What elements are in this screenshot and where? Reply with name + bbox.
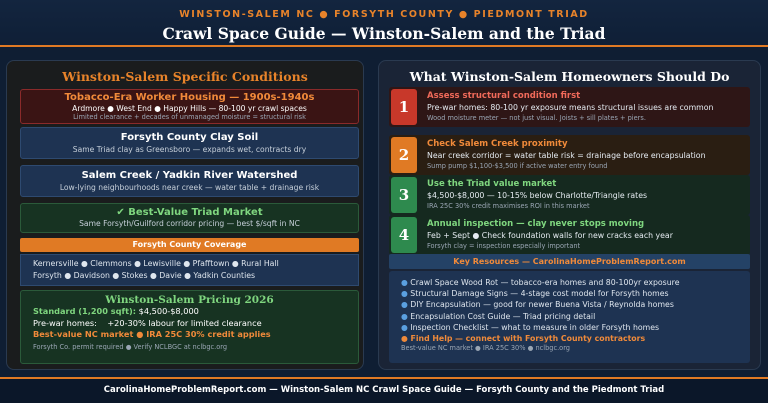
coverage-line-1: Kernersville ● Clemmons ● Lewisville ● Pfafftown ● Rural Hall (33, 259, 279, 268)
step-title: Annual inspection — clay never stops moving (427, 219, 645, 229)
clay-title: Forsyth County Clay Soil (120, 132, 259, 143)
step-description: Feb + Sept ● Check foundation walls for new cracks each year (427, 231, 673, 240)
step-note: Wood moisture meter — not just visual. Joists + sill plates + piers. (427, 114, 646, 122)
pricing-note: Forsyth Co. permit required ● Verify NCLBGC at nclbgc.org (33, 342, 228, 351)
tobacco-line: Ardmore ● West End ● Happy Hills — 80-100 yr crawl spaces (72, 104, 307, 113)
pricing-standard-row (33, 306, 358, 318)
bullet-icon: ● (401, 300, 408, 310)
step-note: Forsyth clay = inspection especially important (427, 242, 581, 250)
best-value-box (20, 203, 359, 233)
creek-line: Low-lying neighbourhoods near creek — water table + drainage risk (59, 183, 320, 192)
footer: CarolinaHomeProblemReport.com — Winston-Salem NC Crawl Space Guide — Forsyth County and the Piedmont Triad (0, 377, 768, 403)
resource-link[interactable]: ● Inspection Checklist — what to measure in older Forsyth homes (401, 322, 660, 332)
pricing-standard-label: Standard (1,200 sqft): (33, 306, 137, 316)
resource-link[interactable]: ● Crawl Space Wood Rot — tobacco-era homes and 80-100yr exposure (401, 278, 680, 287)
step-3 (389, 175, 750, 215)
bullet-icon: ● (401, 334, 408, 344)
resource-link[interactable]: ● DIY Encapsulation — good for newer Buena Vista / Reynolda homes (401, 300, 674, 310)
header (0, 0, 768, 47)
conditions-panel (6, 60, 364, 370)
step-4 (389, 215, 750, 255)
creek-watershed-box (20, 165, 359, 197)
step-description: Pre-war homes: 80-100 yr exposure means structural issues are common (427, 103, 714, 112)
bullet-icon: ● (401, 322, 408, 332)
clay-soil-box (20, 127, 359, 159)
step-note: IRA 25C 30% credit maximises ROI in this market (427, 202, 590, 210)
step-2 (389, 135, 750, 175)
conditions-title: Winston-Salem Specific Conditions (62, 69, 308, 84)
pricing-prewar-value: +20-30% labour for limited clearance (107, 317, 262, 328)
step-1 (389, 87, 750, 127)
step-title: Check Salem Creek proximity (427, 139, 568, 149)
coverage-line-2: Forsyth ● Davidson ● Stokes ● Davie ● Yadkin Counties (33, 271, 256, 280)
step-note: Sump pump $1,100-$3,500 if active water entry found (427, 162, 608, 170)
pricing-title: Winston-Salem Pricing 2026 (105, 294, 274, 306)
step-number: 2 (391, 137, 417, 173)
tobacco-note: Limited clearance + decades of unmanaged moisture = structural risk (73, 113, 306, 121)
actions-panel (378, 60, 761, 370)
coverage-box (20, 254, 359, 286)
tobacco-era-box (20, 89, 359, 124)
bullet-icon: ● (401, 311, 408, 321)
step-number: 4 (391, 217, 417, 253)
step-title: Assess structural condition first (427, 91, 581, 101)
coverage-title: Forsyth County Coverage (20, 238, 359, 252)
resources-box (389, 271, 750, 363)
resource-link[interactable]: ● Structural Damage Signs — 4-stage cost model for Forsyth homes (401, 289, 669, 299)
resources-title: Key Resources — CarolinaHomeProblemReport.com (389, 254, 750, 269)
tobacco-title: Tobacco-Era Worker Housing — 1900s-1940s (64, 92, 315, 103)
step-number: 1 (391, 89, 417, 125)
pricing-prewar-row (33, 318, 358, 330)
clay-line: Same Triad clay as Greensboro — expands wet, contracts dry (72, 145, 307, 154)
pricing-standard-value: $4,500-$8,000 (138, 306, 199, 316)
page-title: Crawl Space Guide — Winston-Salem and the Triad (162, 24, 606, 43)
step-title: Use the Triad value market (427, 179, 557, 189)
bullet-icon: ● (401, 289, 408, 299)
value-line: Same Forsyth/Guilford corridor pricing — best $/sqft in NC (79, 219, 300, 228)
step-description: $4,500-$8,000 — 10-15% below Charlotte/Triangle rates (427, 191, 648, 200)
value-title: ✔ Best-Value Triad Market (116, 207, 263, 218)
actions-title: What Winston-Salem Homeowners Should Do (409, 69, 730, 84)
pricing-prewar-label: Pre-war homes: (33, 317, 97, 328)
resource-link[interactable]: ● Encapsulation Cost Guide — Triad pricing detail (401, 311, 596, 321)
step-description: Near creek corridor = water table risk = drainage before encapsulation (427, 151, 706, 160)
resources-note: Best-value NC market ● IRA 25C 30% ● nclbgc.org (401, 344, 570, 353)
pricing-box (20, 290, 359, 364)
creek-title: Salem Creek / Yadkin River Watershed (81, 170, 298, 181)
step-number: 3 (391, 177, 417, 213)
bullet-icon: ● (401, 278, 408, 287)
find-help-link[interactable]: ● Find Help — connect with Forsyth County contractors (401, 334, 646, 344)
pricing-best-value: Best-value NC market ● IRA 25C 30% credit applies (33, 329, 271, 339)
header-kicker: WINSTON-SALEM NC ● FORSYTH COUNTY ● PIEDMONT TRIAD (179, 9, 589, 20)
